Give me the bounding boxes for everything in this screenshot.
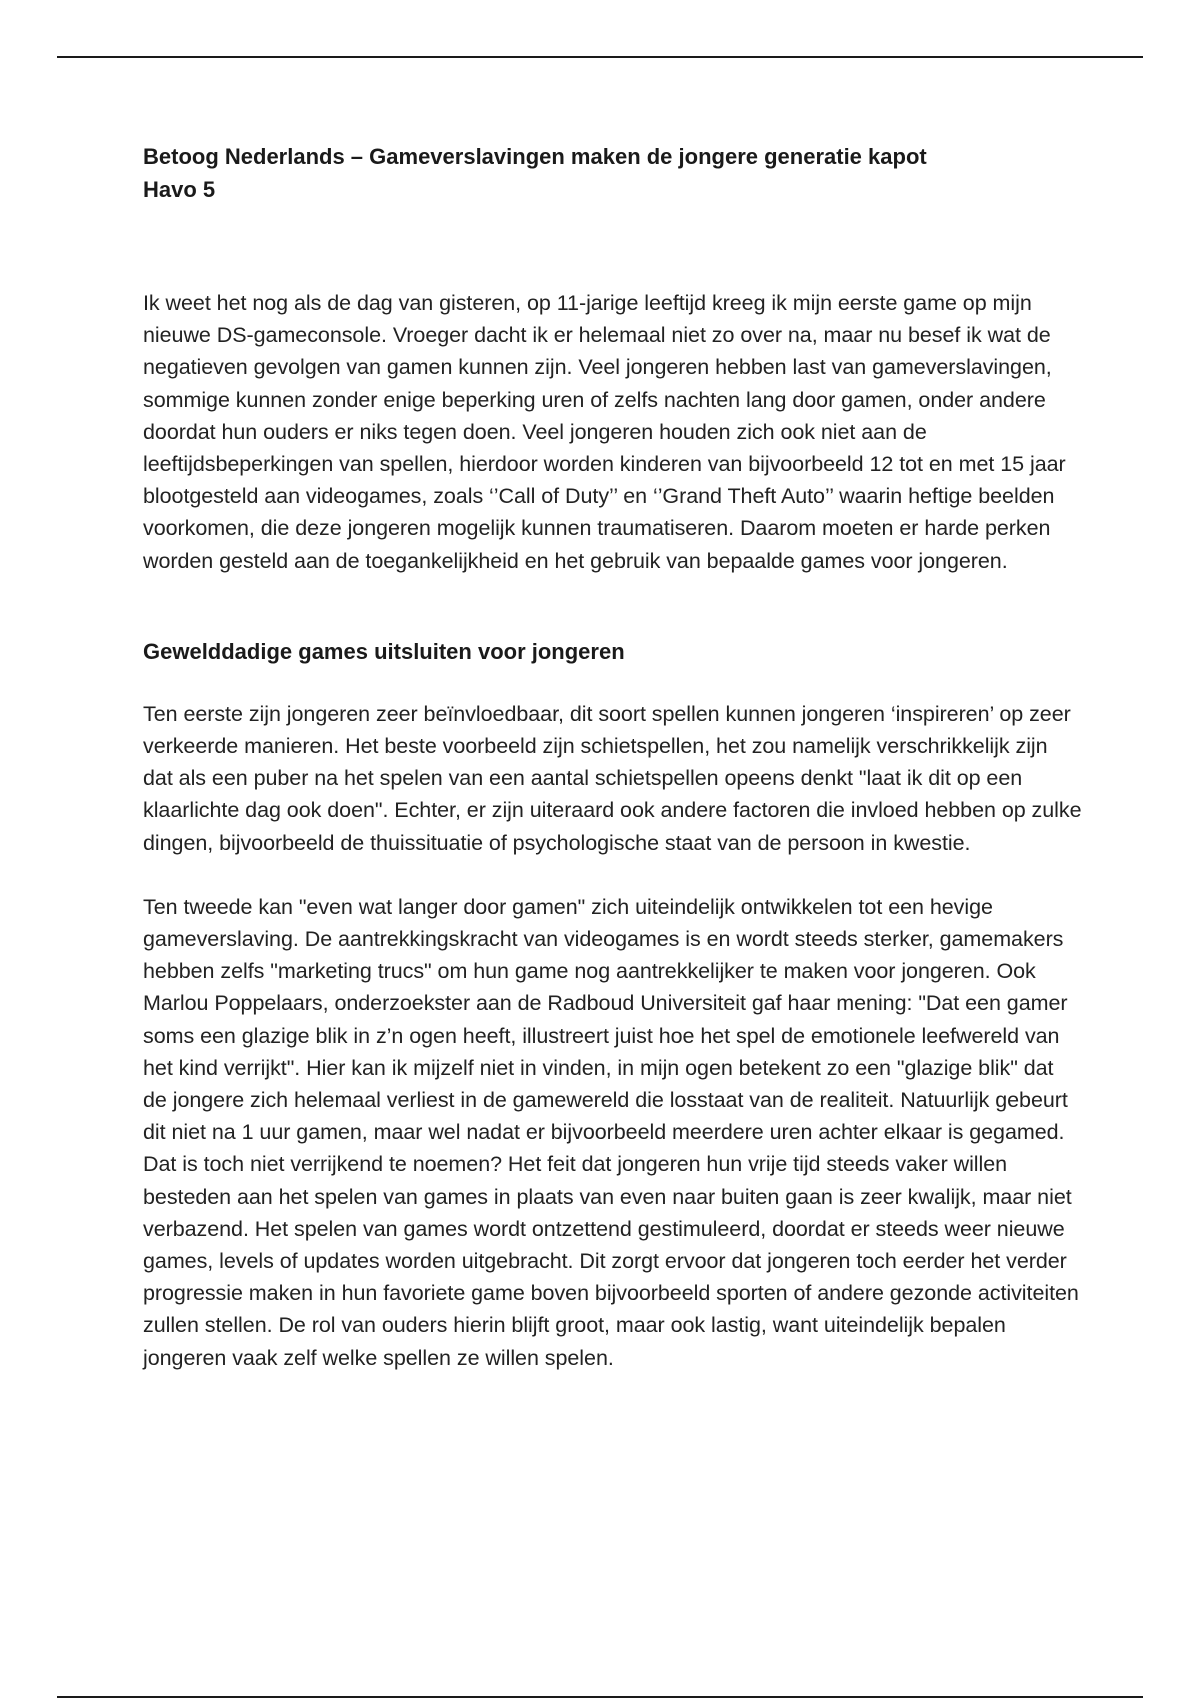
document-title-line-2: Havo 5 xyxy=(143,177,216,202)
body-paragraph-2: Ten tweede kan "even wat langer door gamen" zich uiteindelijk ontwikkelen tot een hevige gameverslaving. De aantrekkingskracht van videogames is en wordt steeds sterker, gamemakers hebben zelfs "marketing trucs" om hun game nog aantrekkelijker te maken voor jongeren. Ook Marlou Poppelaars, onderzoekster aan de Radboud Universiteit gaf haar mening: "Dat een gamer soms een glazige blik in z’n ogen heeft, illustreert juist hoe het spel de emotionele leefwereld van het kind verrijkt". Hier kan ik mijzelf niet in vinden, in mijn ogen betekent zo een "glazige blik" dat de jongere zich helemaal verliest in de gamewereld die losstaat van de realiteit. Natuurlijk gebeurt dit niet na 1 uur gamen, maar wel nadat er bijvoorbeeld meerdere uren achter elkaar is gegamed. Dat is toch niet verrijkend te noemen? Het feit dat jongeren hun vrije tijd steeds vaker willen besteden aan het spelen van games in plaats van even naar buiten gaan is zeer kwalijk, maar niet verbazend. Het spelen van games wordt ontzettend gestimuleerd, doordat er steeds weer nieuwe games, levels of updates worden uitgebracht. Dit zorgt ervoor dat jongeren toch eerder het verder progressie maken in hun favoriete game boven bijvoorbeeld sporten of andere gezonde activiteiten zullen stellen. De rol van ouders hierin blijft groot, maar ook lastig, want uiteindelijk bepalen jongeren vaak zelf welke spellen ze willen spelen. xyxy=(143,894,1079,1370)
intro-paragraph: Ik weet het nog als de dag van gisteren, op 11-jarige leeftijd kreeg ik mijn eerste game op mijn nieuwe DS-gameconsole. Vroeger dacht ik er helemaal niet zo over na, maar nu besef ik wat de negatieven gevolgen van gamen kunnen zijn. Veel jongeren hebben last van gameverslavingen, sommige kunnen zonder enige beperking uren of zelfs nachten lang door gamen, onder andere doordat hun ouders er niks tegen doen. Veel jongeren houden zich ook niet aan de leeftijdsbeperkingen van spellen, hierdoor worden kinderen van bijvoorbeeld 12 tot en met 15 jaar blootgesteld aan videogames, zoals ‘’Call of Duty’’ en ‘’Grand Theft Auto’’ waarin heftige beelden voorkomen, die deze jongeren mogelijk kunnen traumatiseren. Daarom moeten er harde perken worden gesteld aan de toegankelijkheid en het gebruik van bepaalde games voor jongeren. xyxy=(143,291,1066,573)
body-paragraph-1: Ten eerste zijn jongeren zeer beïnvloedbaar, dit soort spellen kunnen jongeren ‘inspireren’ op zeer verkeerde manieren. Het beste voorbeeld zijn schietspellen, het zou namelijk verschrikkelijk zijn dat als een puber na het spelen van een aantal schietspellen opeens denkt "laat ik dit op een klaarlichte dag ook doen". Echter, er zijn uiteraard ook andere factoren die invloed hebben op zulke dingen, bijvoorbeeld de thuissituatie of psychologische staat van de persoon in kwestie. xyxy=(143,701,1082,855)
footer-rule xyxy=(57,1696,1143,1698)
header-rule xyxy=(57,56,1143,58)
document-body xyxy=(143,140,1083,1374)
document-title-line-1: Betoog Nederlands – Gameverslavingen maken de jongere generatie kapot xyxy=(143,144,927,169)
section-heading: Gewelddadige games uitsluiten voor jongeren xyxy=(143,638,625,664)
document-title xyxy=(143,140,1083,206)
